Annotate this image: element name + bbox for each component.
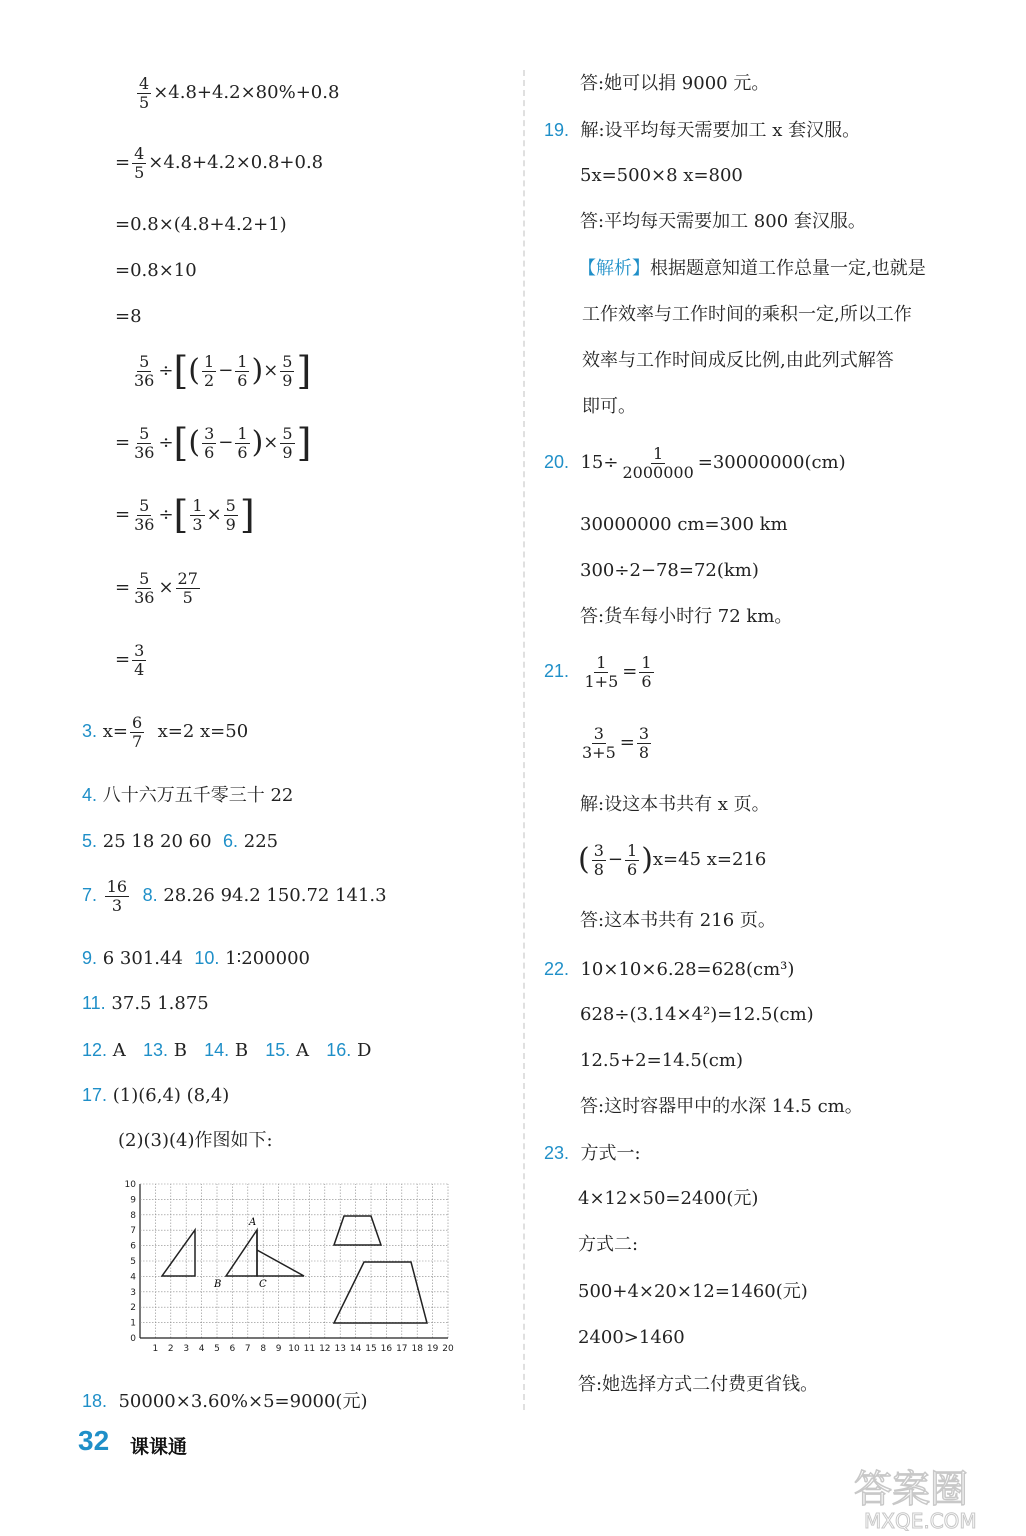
y-tick-label: 1 [130,1318,136,1329]
x-tick-label: 13 [334,1344,346,1354]
calc-line-2: = $\frac{4}{5}$ ×4.8+4.2×0.8+0.8 [115,144,324,182]
answer-12-16: 12. A 13. B 14. B 15. A 16. D [82,1040,372,1061]
coordinate-grid-figure [115,1175,454,1360]
answer-7-8: 7. $\frac{16}{3}$ 8. 28.26 94.2 150.72 141.3 [82,877,387,915]
analysis-l2: 工作效率与工作时间的乘积一定,所以工作 [582,304,912,325]
x-tick-label: 16 [380,1344,393,1354]
x-tick-label: 1 [152,1344,159,1354]
calc-line-3: =0.8×(4.8+4.2+1) [115,214,287,235]
y-tick-label: 9 [130,1195,136,1206]
svg-text:MXQE.COM: MXQE.COM [864,1509,977,1533]
brand-name: 课课通 [130,1436,188,1458]
point-c-label: C [259,1279,267,1290]
answer-23-l2: 4×12×50=2400(元) [578,1188,759,1209]
y-tick-label: 3 [130,1287,136,1298]
answer-20-l2: 30000000 cm=300 km [580,514,788,535]
answer-21-l2: $\frac{3}{3+5}$ = $\frac{3}{8}$ [582,724,650,762]
x-tick-label: 9 [275,1344,282,1354]
calc-line-4: =0.8×10 [115,260,197,281]
answer-23-l4: 500+4×20×12=1460(元) [578,1281,808,1302]
answer-3: 3. x= $\frac{6}{7}$ x=2 x=50 [82,713,249,751]
answer-17-part2: (2)(3)(4)作图如下: [118,1130,273,1151]
grid-lines [140,1184,448,1338]
x-tick-label: 14 [349,1344,362,1354]
x-tick-label: 17 [396,1344,408,1354]
analysis-l4: 即可。 [582,396,636,417]
answer-20: 20. 15÷ $\frac{1}{2000000}$ =30000000(cm) [544,444,846,482]
column-divider [523,70,525,1410]
answer-19-l2: 5x=500×8 x=800 [580,165,743,186]
y-tick-label: 7 [130,1226,136,1237]
watermark-logo [850,1460,1015,1532]
trapezoid-large [334,1262,427,1323]
point-b-label: B [214,1279,222,1290]
x-tick-label: 15 [365,1344,377,1354]
x-tick-label: 19 [426,1344,439,1354]
answer-5-6: 5. 25 18 20 60 6. 225 [82,831,279,852]
x-tick-label: 18 [411,1344,423,1354]
answer-20-l4: 答:货车每小时行 72 km。 [580,606,793,627]
x-tick-label: 3 [183,1344,190,1354]
calc-line-7: = $\frac{5}{36}$ ÷[( $\frac{3}{6}$ − $\frac{1}{6}$ )× $\frac{5}{9}$ ] [115,421,312,465]
triangle-2 [226,1230,257,1276]
answer-18-conclusion: 答:她可以捐 9000 元。 [580,73,770,94]
answer-23-l3: 方式二: [578,1234,639,1255]
answer-20-l3: 300÷2−78=72(km) [580,560,759,581]
y-tick-label: 2 [130,1303,136,1314]
x-tick-label: 7 [244,1344,251,1354]
x-tick-label: 20 [442,1344,454,1354]
answer-11: 11. 37.5 1.875 [82,993,209,1014]
answer-21-l4: ( $\frac{3}{8}$ − $\frac{1}{6}$ )x=45 x=216 [578,841,767,879]
analysis-l3: 效率与工作时间成反比例,由此列式解答 [582,350,894,371]
answer-4: 4. 八十六万五千零三十 22 [82,785,294,806]
answer-19-l3: 答:平均每天需要加工 800 套汉服。 [580,211,866,232]
analysis-tag: 【解析】 [578,258,650,279]
triangle-1 [162,1230,195,1276]
answer-22-l3: 12.5+2=14.5(cm) [580,1050,743,1071]
calc-line-5: =8 [115,306,142,327]
answer-23-l5: 2400>1460 [578,1327,685,1348]
calc-line-8: = $\frac{5}{36}$ ÷[ $\frac{1}{3}$ × $\frac{5}{9}$ ] [115,493,255,537]
x-tick-label: 5 [214,1344,220,1354]
x-tick-label: 10 [288,1344,300,1354]
calc-line-10: = $\frac{3}{4}$ [115,641,145,679]
answer-21-l3: 解:设这本书共有 x 页。 [580,794,770,815]
answer-23: 23. 方式一: [544,1143,641,1164]
y-tick-label: 4 [130,1272,136,1283]
y-tick-label: 6 [130,1241,136,1252]
calc-line-6: $\frac{5}{36}$ ÷[( $\frac{1}{2}$ − $\frac{1}{6}$ )× $\frac{5}{9}$ ] [134,349,312,393]
y-tick-label: 8 [130,1210,136,1221]
page-number: 32 [78,1425,110,1456]
y-tick-label: 5 [130,1257,136,1267]
answer-22-l4: 答:这时容器甲中的水深 14.5 cm。 [580,1096,863,1117]
answer-18: 18. 50000×3.60%×5=9000(元) [82,1391,368,1412]
answer-22: 22. 10×10×6.28=628(cm³) [544,959,795,980]
x-tick-label: 11 [303,1344,316,1354]
answer-23-l6: 答:她选择方式二付费更省钱。 [578,1374,819,1395]
answer-9-10: 9. 6 301.44 10. 1∶200000 [82,948,310,969]
answer-19: 19. 解:设平均每天需要加工 x 套汉服。 [544,120,861,141]
calc-line-9: = $\frac{5}{36}$ × $\frac{27}{5}$ [115,569,198,607]
analysis-l1: 【解析】根据题意知道工作总量一定,也就是 [578,258,926,279]
answer-17: 17. (1)(6,4) (8,4) [82,1085,230,1106]
point-a-label: A [249,1217,257,1228]
svg-text:答案圈: 答案圈 [854,1467,969,1511]
answer-21: 21. $\frac{1}{1+5}$ = $\frac{1}{6}$ [544,653,652,691]
x-tick-label: 2 [167,1344,174,1354]
x-tick-label: 8 [260,1344,267,1354]
triangle-3 [257,1230,304,1276]
y-tick-label: 10 [124,1180,136,1190]
calc-line-1: $\frac{4}{5}$ ×4.8+4.2×80%+0.8 [139,74,340,112]
x-tick-label: 4 [198,1344,205,1354]
x-tick-label: 6 [229,1344,236,1354]
answer-21-l5: 答:这本书共有 216 页。 [580,910,776,931]
answer-22-l2: 628÷(3.14×4²)=12.5(cm) [580,1004,814,1025]
y-tick-label: 0 [130,1334,136,1344]
x-tick-label: 12 [319,1344,331,1354]
